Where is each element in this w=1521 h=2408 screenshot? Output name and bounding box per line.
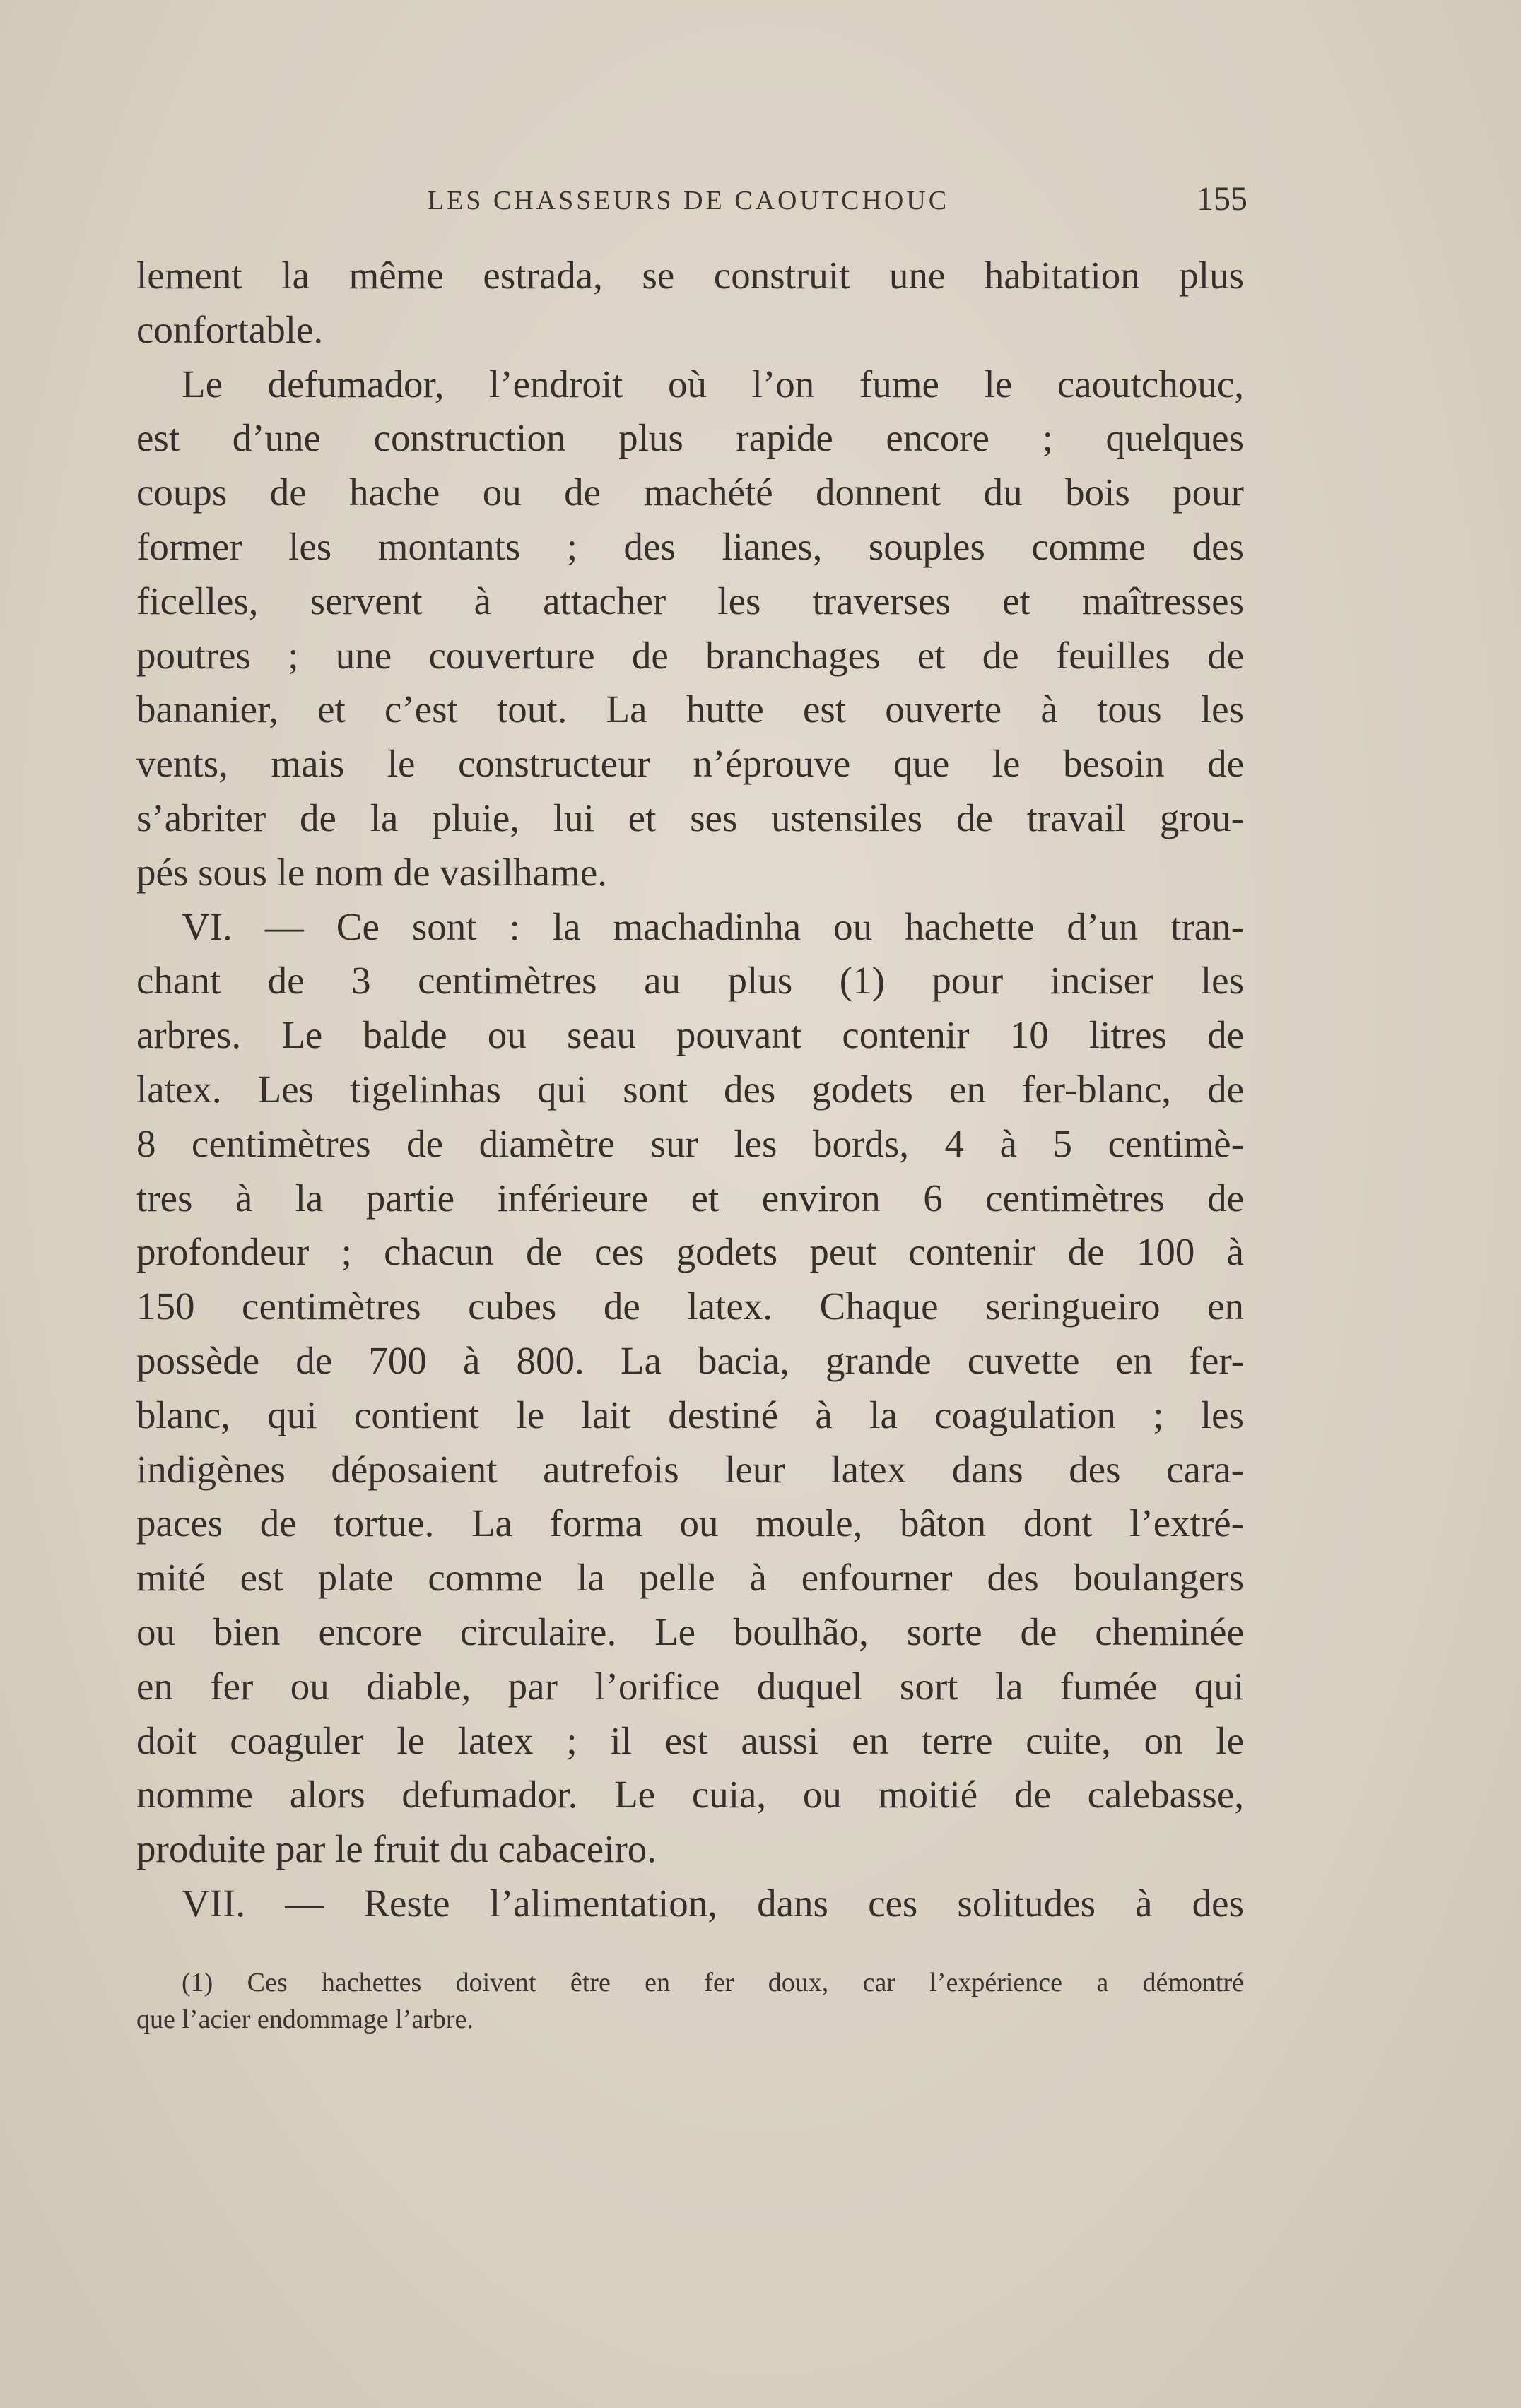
text-line: mité est plate comme la pelle à enfourner des boulangers: [136, 1556, 1244, 1600]
running-title: LES CHASSEURS DE CAOUTCHOUC: [427, 186, 950, 216]
text-line: latex. Les tigelinhas qui sont des godets en fer-blanc, de: [136, 1067, 1244, 1111]
text-line: vents, mais le constructeur n’éprouve que le besoin de: [136, 742, 1244, 786]
text-line: VI. — Ce sont : la machadinha ou hachette d’un tran-: [182, 904, 1244, 948]
text-line: nomme alors defumador. Le cuia, ou moitié de calebasse,: [136, 1773, 1244, 1817]
footnote-line: (1) Ces hachettes doivent être en fer doux, car l’expérience a démontré: [182, 1968, 1244, 1997]
text-line: possède de 700 à 800. La bacia, grande cuvette en fer-: [136, 1338, 1244, 1382]
text-line: produite par le fruit du cabaceiro.: [136, 1827, 657, 1871]
text-line: Le defumador, l’endroit où l’on fume le caoutchouc,: [182, 362, 1244, 406]
footnote: [136, 1964, 1244, 2038]
text-line: former les montants ; des lianes, souples comme des: [136, 524, 1244, 568]
text-line: 150 centimètres cubes de latex. Chaque seringueiro en: [136, 1285, 1244, 1328]
text-line: ficelles, servent à attacher les traverses et maîtresses: [136, 579, 1244, 622]
text-line: blanc, qui contient le lait destiné à la coagulation ; les: [136, 1393, 1244, 1436]
body-text: [136, 249, 1244, 1931]
text-line: profondeur ; chacun de ces godets peut contenir de 100 à: [136, 1230, 1244, 1274]
text-line: pés sous le nom de vasilhame.: [136, 850, 607, 894]
text-line: est d’une construction plus rapide encore ; quelques: [136, 416, 1244, 460]
text-line: bananier, et c’est tout. La hutte est ouverte à tous les: [136, 687, 1244, 731]
text-line: arbres. Le balde ou seau pouvant contenir 10 litres de: [136, 1013, 1244, 1057]
text-line: paces de tortue. La forma ou moule, bâton dont l’extré-: [136, 1501, 1244, 1545]
footnote-line: que l’acier endommage l’arbre.: [136, 2005, 474, 2034]
text-line: s’abriter de la pluie, lui et ses ustensiles de travail grou-: [136, 796, 1244, 839]
text-line: ou bien encore circulaire. Le boulhão, sorte de cheminée: [136, 1610, 1244, 1653]
page-number: 155: [1197, 180, 1247, 218]
text-line: en fer ou diable, par l’orifice duquel sort la fumée qui: [136, 1664, 1244, 1708]
text-line: doit coaguler le latex ; il est aussi en terre cuite, on le: [136, 1718, 1244, 1762]
text-line: lement la même estrada, se construit une habitation plus: [136, 254, 1244, 297]
text-line: tres à la partie inférieure et environ 6 centimètres de: [136, 1176, 1244, 1220]
text-line: 8 centimètres de diamètre sur les bords, 4 à 5 centimè-: [136, 1121, 1244, 1165]
text-line: coups de hache ou de machété donnent du bois pour: [136, 471, 1244, 514]
text-line: poutres ; une couverture de branchages et de feuilles de: [136, 633, 1244, 677]
text-line: chant de 3 centimètres au plus (1) pour inciser les: [136, 959, 1244, 1003]
text-line: confortable.: [136, 307, 324, 351]
text-line: VII. — Reste l’alimentation, dans ces solitudes à des: [182, 1881, 1244, 1925]
text-line: indigènes déposaient autrefois leur latex dans des cara-: [136, 1447, 1244, 1491]
